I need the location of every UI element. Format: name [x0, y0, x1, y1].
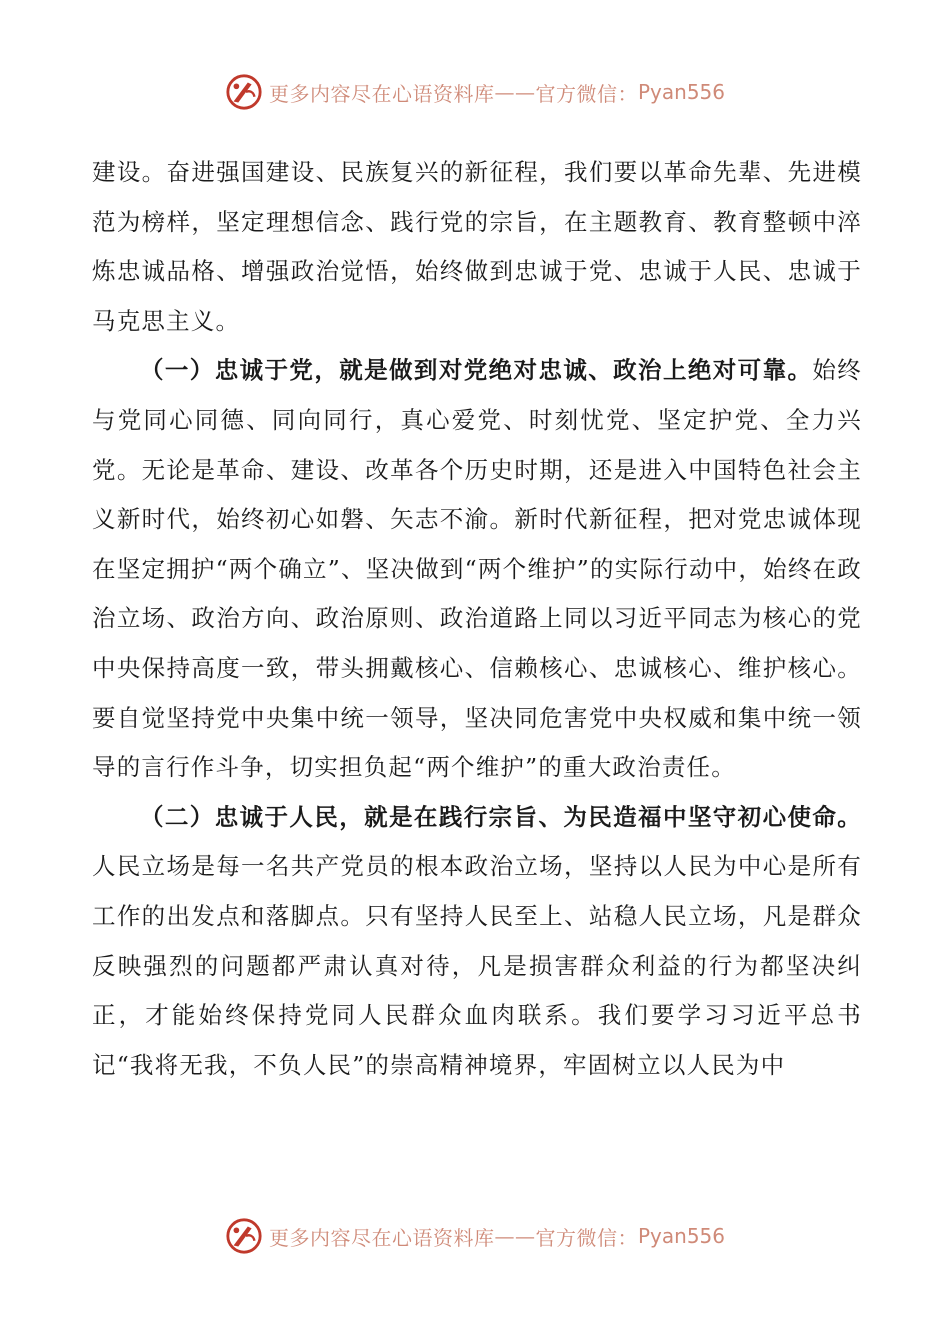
footer-watermark [0, 1212, 950, 1260]
watermark-brand: 更多内容尽在心语资料库 [268, 81, 495, 106]
brand-logo-icon [225, 1217, 263, 1255]
header-watermark [0, 68, 950, 116]
paragraph-3 [92, 793, 862, 1091]
paragraph-3-heading: （二）忠诚于人民，就是在践行宗旨、为民造福中坚守初心使命。 [140, 802, 862, 831]
watermark-dash: —— [494, 80, 536, 104]
document-body [92, 148, 862, 1090]
brand-logo-icon [225, 73, 263, 111]
paragraph-2 [92, 346, 862, 792]
paragraph-1 [92, 148, 862, 346]
watermark-code: Pyan556 [637, 80, 725, 104]
paragraph-2-heading: （一）忠诚于党，就是做到对党绝对忠诚、政治上绝对可靠。 [140, 356, 813, 385]
paragraph-3-text: 人民立场是每一名共产党员的根本政治立场，坚持以人民为中心是所有工作的出发点和落脚点。只有坚持人民至上、站稳人民立场，凡是群众反映强烈的问题都严肃认真对待，凡是损害群众利益的行为都坚决纠正，才能始终保持党同人民群众血肉联系。我们要学习习近平总书记“我将无我，不负人民”的崇高精神境界，牢固树立以人民为中 [92, 852, 862, 1079]
watermark-label: 官方微信： [535, 1225, 638, 1250]
watermark-brand: 更多内容尽在心语资料库 [268, 1225, 495, 1250]
watermark-code: Pyan556 [637, 1224, 725, 1248]
watermark-dash: —— [494, 1224, 536, 1248]
watermark-label: 官方微信： [535, 81, 638, 106]
paragraph-1-text: 建设。奋进强国建设、民族复兴的新征程，我们要以革命先辈、先进模范为榜样，坚定理想信念、践行党的宗旨，在主题教育、教育整顿中淬炼忠诚品格、增强政治觉悟，始终做到忠诚于党、忠诚于人民、忠诚于马克思主义。 [92, 158, 862, 335]
paragraph-2-text: 始终与党同心同德、同向同行，真心爱党、时刻忧党、坚定护党、全力兴党。无论是革命、建设、改革各个历史时期，还是进入中国特色社会主义新时代，始终初心如磐、矢志不渝。新时代新征程，把对党忠诚体现在坚定拥护“两个确立”、坚决做到“两个维护”的实际行动中，始终在政治立场、政治方向、政治原则、政治道路上同以习近平同志为核心的党中央保持高度一致，带头拥戴核心、信赖核心、忠诚核心、维护核心。要自觉坚持党中央集中统一领导，坚决同危害党中央权威和集中统一领导的言行作斗争，切实担负起“两个维护”的重大政治责任。 [92, 356, 862, 782]
